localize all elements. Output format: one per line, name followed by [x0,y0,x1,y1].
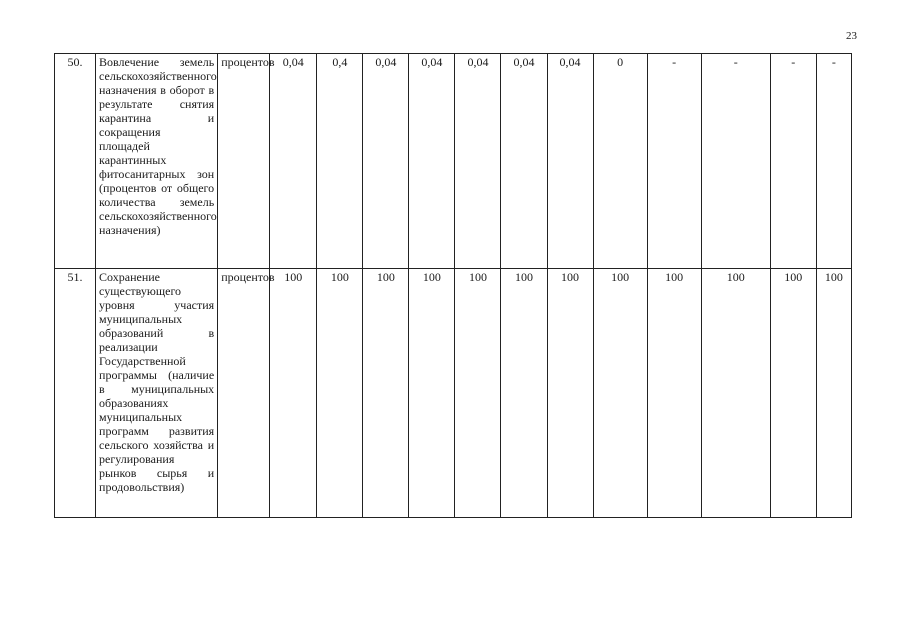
value-cell: 100 [593,269,647,518]
page-number: 23 [846,30,857,42]
indicators-table [54,53,852,518]
value-cell: - [816,54,851,269]
indicator-description: Вовлечение земель сельскохозяйственного назначения в оборот в результате снятия карантина и сокращения площадей карантинных фитосанитарных зон (процентов от общего количества земель сельскохозяйственного назначения) [96,54,218,269]
value-cell: 100 [363,269,409,518]
unit-cell: процентов [218,54,270,269]
value-cell: - [770,54,816,269]
value-cell: 100 [455,269,501,518]
value-cell: 0,4 [317,54,363,269]
value-cell: 0 [593,54,647,269]
value-cell: - [701,54,770,269]
value-cell: 100 [816,269,851,518]
value-cell: 0,04 [547,54,593,269]
value-cell: 100 [270,269,317,518]
unit-cell: процентов [218,269,270,518]
value-cell: 0,04 [363,54,409,269]
value-cell: 0,04 [455,54,501,269]
value-cell: - [647,54,701,269]
value-cell: 100 [701,269,770,518]
row-number: 51. [55,269,96,518]
table-row [55,54,852,269]
value-cell: 0,04 [501,54,547,269]
value-cell: 100 [770,269,816,518]
indicator-description: Сохранение существующего уровня участия муниципальных образований в реализации Государственной программы (наличие в муниципальных образованиях муниципальных программ развития сельского хозяйства и регулирования рынков сырья и продовольствия) [96,269,218,518]
value-cell: 0,04 [409,54,455,269]
row-number: 50. [55,54,96,269]
value-cell: 100 [409,269,455,518]
value-cell: 0,04 [270,54,317,269]
value-cell: 100 [317,269,363,518]
value-cell: 100 [547,269,593,518]
value-cell: 100 [647,269,701,518]
table-row [55,269,852,518]
value-cell: 100 [501,269,547,518]
